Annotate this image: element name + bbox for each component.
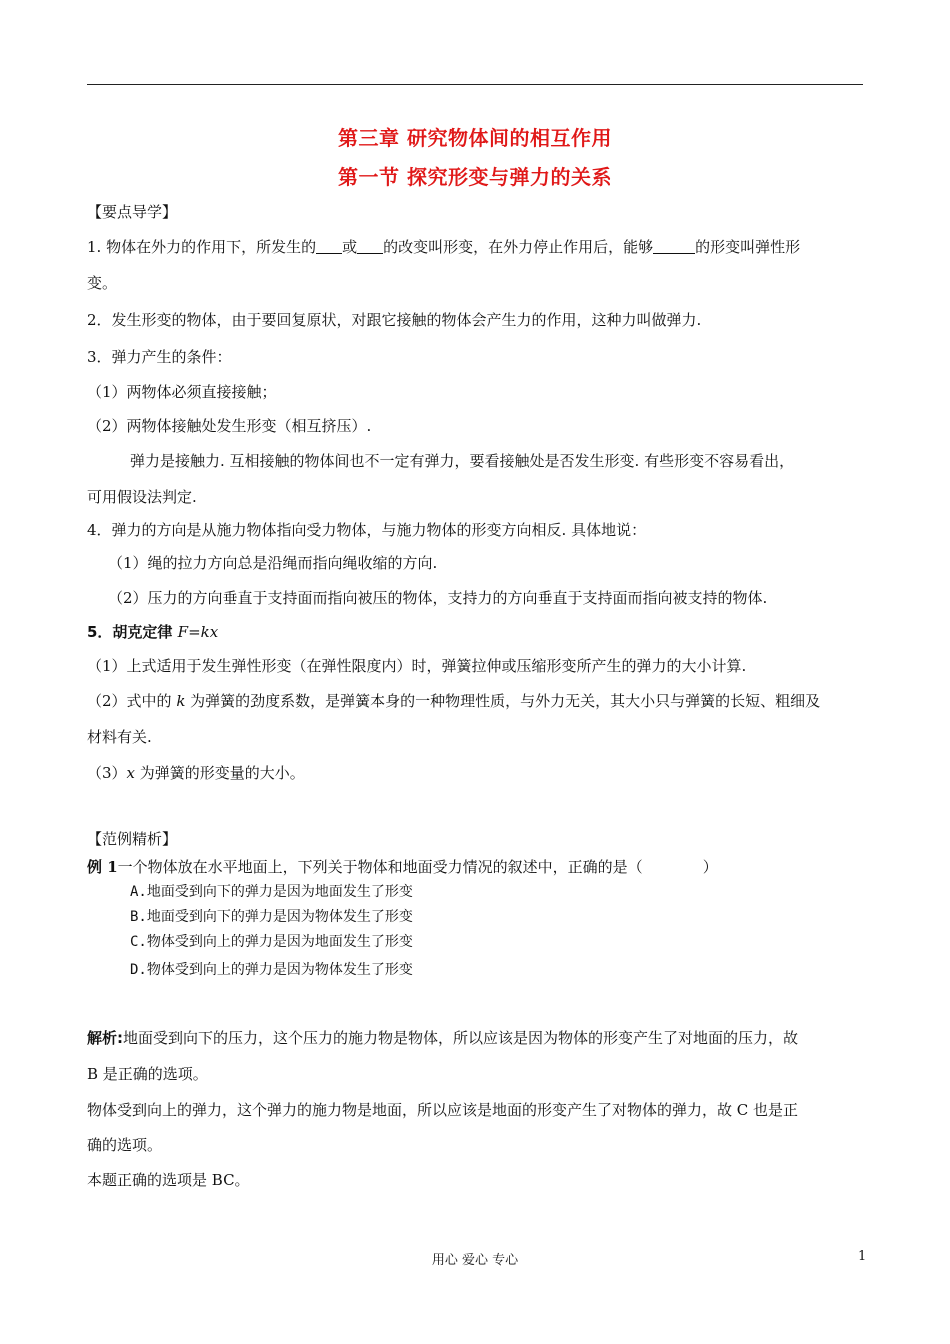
fill-blank-2: [357, 239, 383, 254]
paragraph-4-item-1: （1）绳的拉力方向总是沿绳而指向绳收缩的方向.: [108, 554, 438, 572]
paragraph-5: 5．胡克定律 F=kx: [87, 623, 219, 641]
example-1-question: 例 1一个物体放在水平地面上，下列关于物体和地面受力情况的叙述中，正确的是（ ）: [87, 858, 718, 876]
analysis-paragraph-2: 物体受到向上的弹力，这个弹力的施力物是地面，所以应该是地面的形变产生了对物体的弹力，故 C 也是正: [87, 1101, 799, 1119]
section-title: 第一节 探究形变与弹力的关系: [338, 165, 612, 189]
hooke-formula: F=kx: [177, 623, 219, 641]
paragraph-4: 4．弹力的方向是从施力物体指向受力物体，与施力物体的形变方向相反. 具体地说：: [87, 521, 647, 539]
option-a: A.地面受到向下的弹力是因为地面发生了形变: [130, 884, 413, 900]
paragraph-5-item-2-cont: 材料有关.: [87, 728, 152, 746]
paragraph-3-note-cont: 可用假设法判定.: [87, 488, 197, 506]
paragraph-1: 1. 物体在外力的作用下，所发生的 或 的改变叫形变，在外力停止作用后，能够 的形变叫弹性形: [87, 238, 801, 256]
paragraph-5-item-2: （2）式中的 k 为弹簧的劲度系数，是弹簧本身的一种物理性质，与外力无关，其大小只与弹簧的长短、粗细及: [87, 692, 821, 710]
fill-blank-3: [653, 239, 695, 254]
paragraph-1-cont: 变。: [87, 274, 118, 292]
option-d: D.物体受到向上的弹力是因为物体发生了形变: [130, 962, 413, 978]
paragraph-3-item-2: （2）两物体接触处发生形变（相互挤压）.: [87, 417, 372, 435]
section-heading-examples: 【范例精析】: [87, 830, 178, 848]
paragraph-5-item-1: （1）上式适用于发生弹性形变（在弹性限度内）时，弹簧拉伸或压缩形变所产生的弹力的大小计算.: [87, 657, 747, 675]
paragraph-3-item-1: （1）两物体必须直接接触；: [87, 383, 277, 401]
chapter-title: 第三章 研究物体间的相互作用: [338, 126, 612, 150]
analysis-paragraph-2-cont: 确的选项。: [87, 1136, 163, 1154]
paragraph-5-item-3: （3）x 为弹簧的形变量的大小。: [87, 764, 305, 782]
analysis-paragraph-1: 解析:地面受到向下的压力，这个压力的施力物是物体，所以应该是因为物体的形变产生了对地面的压力，故: [87, 1029, 799, 1047]
fill-blank-1: [316, 239, 342, 254]
paragraph-3: 3．弹力产生的条件：: [87, 348, 232, 366]
header-rule: [87, 84, 863, 85]
section-heading-key-points: 【要点导学】: [87, 203, 178, 221]
paragraph-3-note: 弹力是接触力. 互相接触的物体间也不一定有弹力，要看接触处是否发生形变. 有些形变不容易看出，: [130, 452, 795, 470]
page-number: 1: [858, 1249, 867, 1264]
option-c: C.物体受到向上的弹力是因为地面发生了形变: [130, 934, 413, 950]
analysis-paragraph-1-cont: B 是正确的选项。: [87, 1065, 208, 1083]
analysis-conclusion: 本题正确的选项是 BC。: [87, 1171, 250, 1189]
paragraph-4-item-2: （2）压力的方向垂直于支持面而指向被压的物体，支持力的方向垂直于支持面而指向被支持的物体.: [108, 589, 768, 607]
paragraph-2: 2．发生形变的物体，由于要回复原状，对跟它接触的物体会产生力的作用，这种力叫做弹力.: [87, 311, 702, 329]
option-b: B.地面受到向下的弹力是因为物体发生了形变: [130, 909, 413, 925]
page-footer: 用心 爱心 专心: [431, 1253, 519, 1268]
